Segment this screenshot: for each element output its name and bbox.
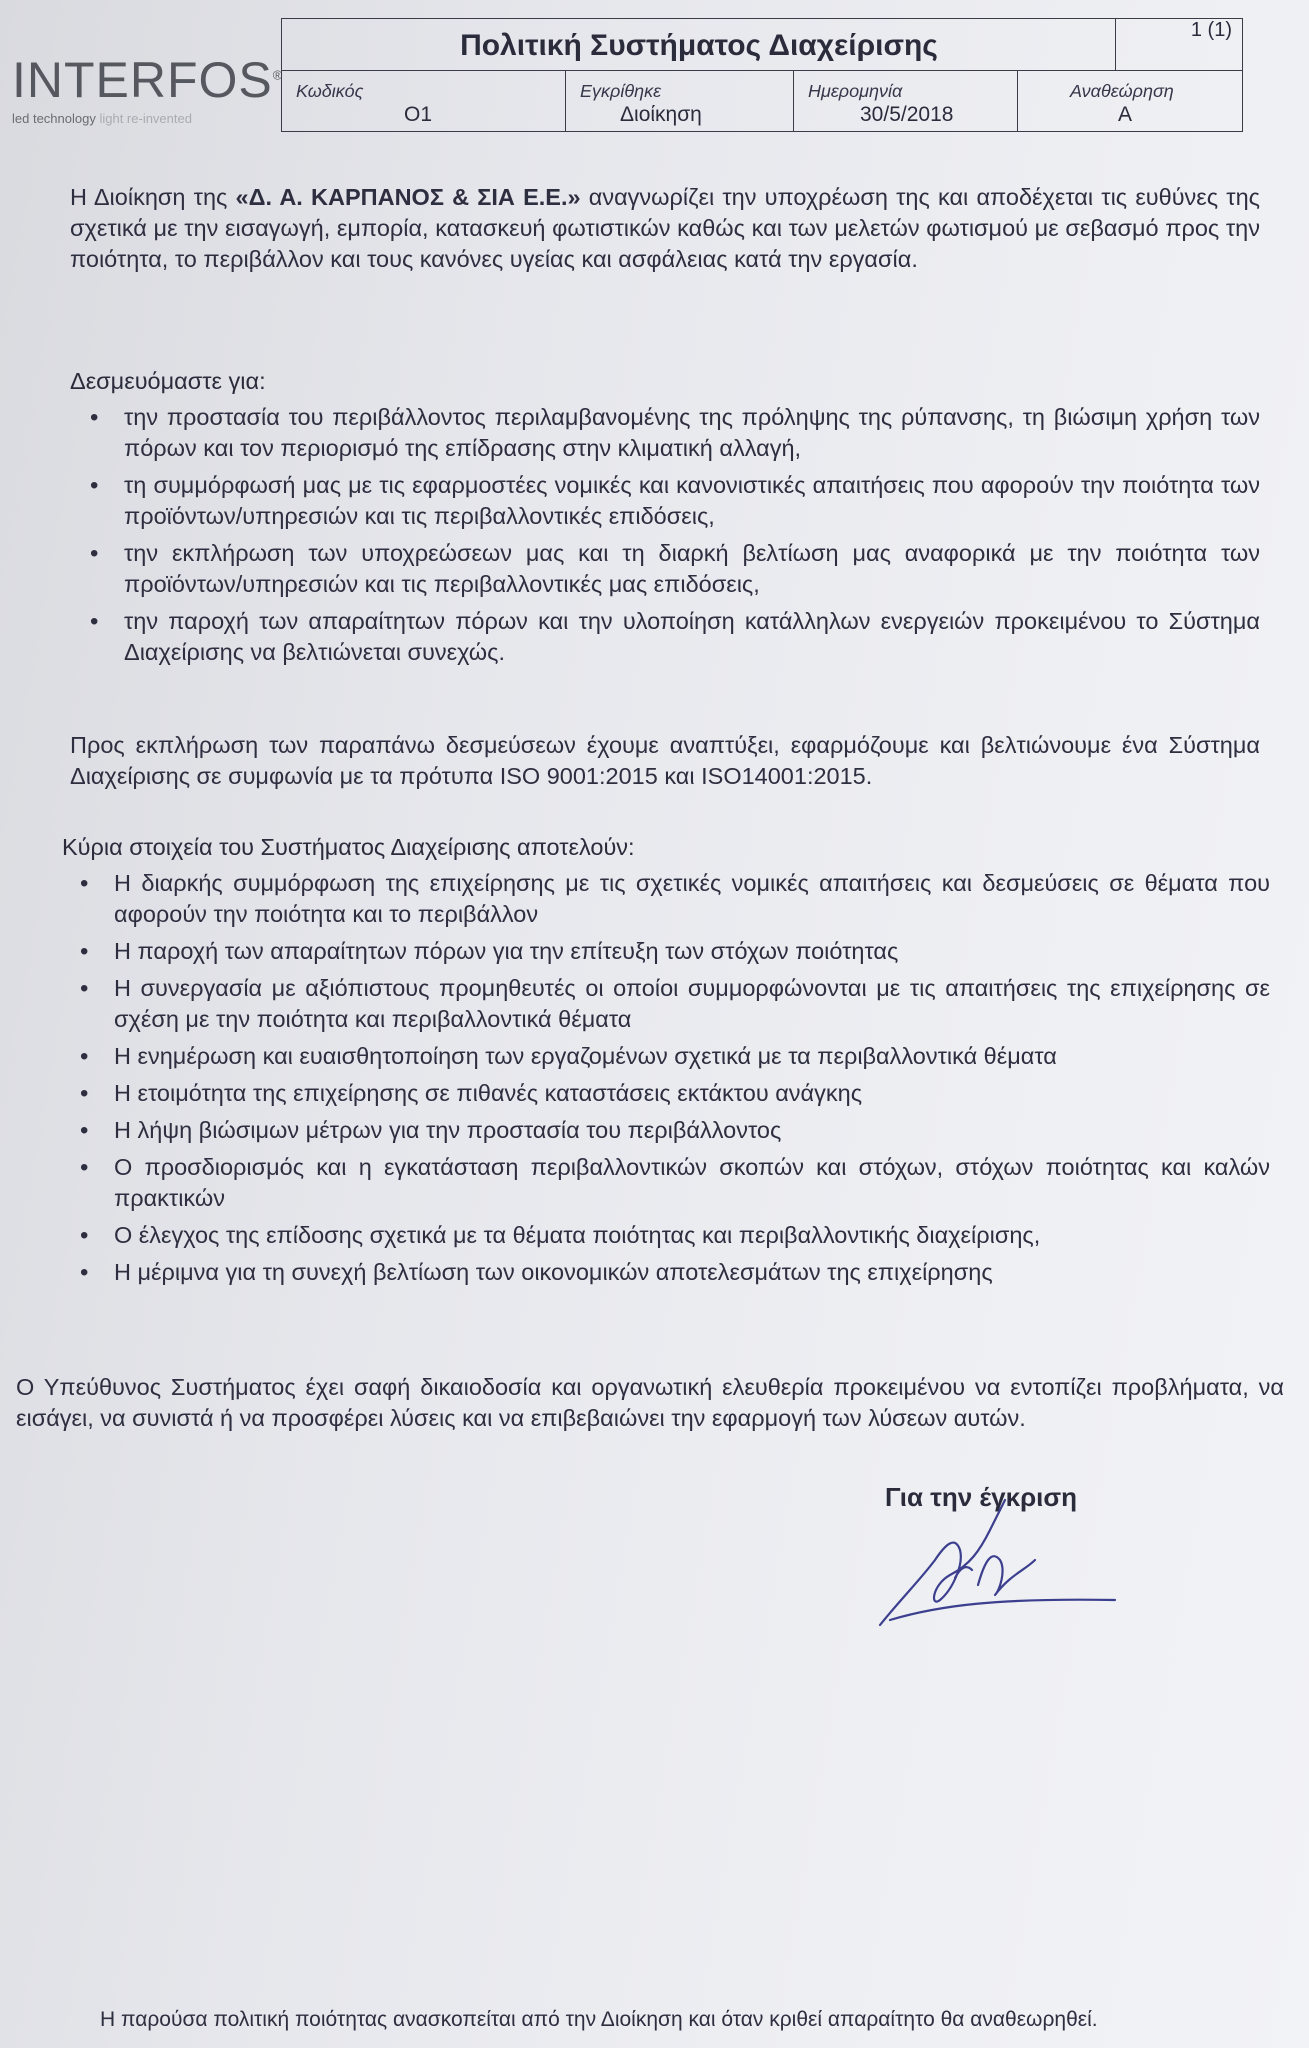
system-paragraph: Προς εκπλήρωση των παραπάνω δεσμεύσεων έχουμε αναπτύξει, εφαρμόζουμε και βελτιώνουμε ένα Σύστημα Διαχείρισης σε συμφωνία με τα πρότυπα ISO 9001:2015 και ISO14001:2015. [70,732,1260,789]
list-item: • την εκπλήρωση των υποχρεώσεων μας και τη διαρκή βελτίωση μας αναφορικά με την ποιότητα των προϊόντων/υπηρεσιών και τις περιβαλλοντικές μας επιδόσεις, [80,538,1260,600]
date-value: 30/5/2018 [860,103,954,126]
document-title: Πολιτική Συστήματος Διαχείρισης [460,29,938,62]
commitments-list [80,402,1260,674]
code-label: Κωδικός [296,81,364,101]
list-item: • Η διαρκής συμμόρφωση της επιχείρησης με τις σχετικές νομικές απαιτήσεις και δεσμεύσεις σε θέματα που αφορούν την ποιότητα και το περιβάλλον [70,868,1270,930]
date-cell [794,71,1018,131]
approval-label: Για την έγκριση [885,1482,1078,1512]
signature-image [860,1490,1120,1640]
list-item: • την προστασία του περιβάλλοντος περιλαμβανομένης της πρόληψης της ρύπανσης, τη βιώσιμη χρήση των πόρων και τον περιορισμό της επίδρασης στην κλιματική αλλαγή, [80,402,1260,464]
list-item: • Η παροχή των απαραίτητων πόρων για την επίτευξη των στόχων ποιότητας [70,936,1270,967]
company-name: «Δ. Α. ΚΑΡΠΑΝΟΣ & ΣΙΑ Ε.Ε.» [235,184,581,210]
commitments-heading: Δεσμευόμαστε για: [70,368,266,394]
revision-label: Αναθεώρηση [1070,81,1174,101]
footer-note: Η παρούσα πολιτική ποιότητας ανασκοπείται από την Διοίκηση και όταν κριθεί απαραίτητο θα αναθεωρηθεί. [100,2008,1098,2031]
list-item: • Η λήψη βιώσιμων μέτρων για την προστασία του περιβάλλοντος [70,1115,1270,1146]
logo-slogan: light re-invented [99,111,192,126]
elements-heading: Κύρια στοιχεία του Συστήματος Διαχείρισης αποτελούν: [62,834,635,860]
code-cell [282,71,566,131]
responsible-paragraph: Ο Υπεύθυνος Συστήματος έχει σαφή δικαιοδοσία και οργανωτική ελευθερία προκειμένου να εντοπίζει προβλήματα, να εισάγει, να συνιστά ή να προσφέρει λύσεις και να επιβεβαιώνει την εφαρμογή των λύσεων αυτών. [16,1374,1284,1431]
elements-list [70,868,1270,1294]
company-logo [12,52,284,126]
approved-label: Εγκρίθηκε [580,81,661,101]
list-item: • Η συνεργασία με αξιόπιστους προμηθευτές οι οποίοι συμμορφώνονται με τις απαιτήσεις της επιχείρησης σε σχέση με την ποιότητα και περιβαλλοντικά θέματα [70,973,1270,1035]
list-item: • Η ετοιμότητα της επιχείρησης σε πιθανές καταστάσεις εκτάκτου ανάγκης [70,1078,1270,1109]
intro-paragraph: Η Διοίκηση της «Δ. Α. ΚΑΡΠΑΝΟΣ & ΣΙΑ Ε.Ε.» αναγνωρίζει την υποχρέωση της και αποδέχεται τις ευθύνες της σχετικά με την εισαγωγή, εμπορία, κατασκευή φωτιστικών καθώς και των μελετών φωτισμού με σεβασμό προς την ποιότητα, το περιβάλλον και τους κανόνες υγείας και ασφάλειας κατά την εργασία. [70,184,1260,272]
registered-mark: ® [272,67,284,83]
revision-cell [1018,71,1242,131]
approved-cell [566,71,794,131]
date-label: Ημερομηνία [808,81,903,101]
logo-tagline: led technology [12,111,96,126]
list-item: • Ο έλεγχος της επίδοσης σχετικά με τα θέματα ποιότητας και περιβαλλοντικής διαχείρισης, [70,1220,1270,1251]
document-header-table [281,18,1243,132]
list-item: • Ο προσδιορισμός και η εγκατάσταση περιβαλλοντικών σκοπών και στόχων, στόχων ποιότητας και καλών πρακτικών [70,1152,1270,1214]
list-item: • την παροχή των απαραίτητων πόρων και την υλοποίηση κατάλληλων ενεργειών προκειμένου το Σύστημα Διαχείρισης να βελτιώνεται συνεχώς. [80,606,1260,668]
revision-value: Α [1118,103,1133,126]
approved-value: Διοίκηση [620,103,702,126]
list-item: • Η μέριμνα για τη συνεχή βελτίωση των οικονομικών αποτελεσμάτων της επιχείρησης [70,1257,1270,1288]
list-item: • Η ενημέρωση και ευαισθητοποίηση των εργαζομένων σχετικά με τα περιβαλλοντικά θέματα [70,1041,1270,1072]
logo-wordmark: INTERFOS [12,52,273,108]
page-number: 1 (1) [1190,19,1232,41]
list-item: • τη συμμόρφωσή μας με τις εφαρμοστέες νομικές και κανονιστικές απαιτήσεις που αφορούν την ποιότητα των προϊόντων/υπηρεσιών και τις περιβαλλοντικές επιδόσεις, [80,470,1260,532]
code-value: Ο1 [404,103,433,126]
